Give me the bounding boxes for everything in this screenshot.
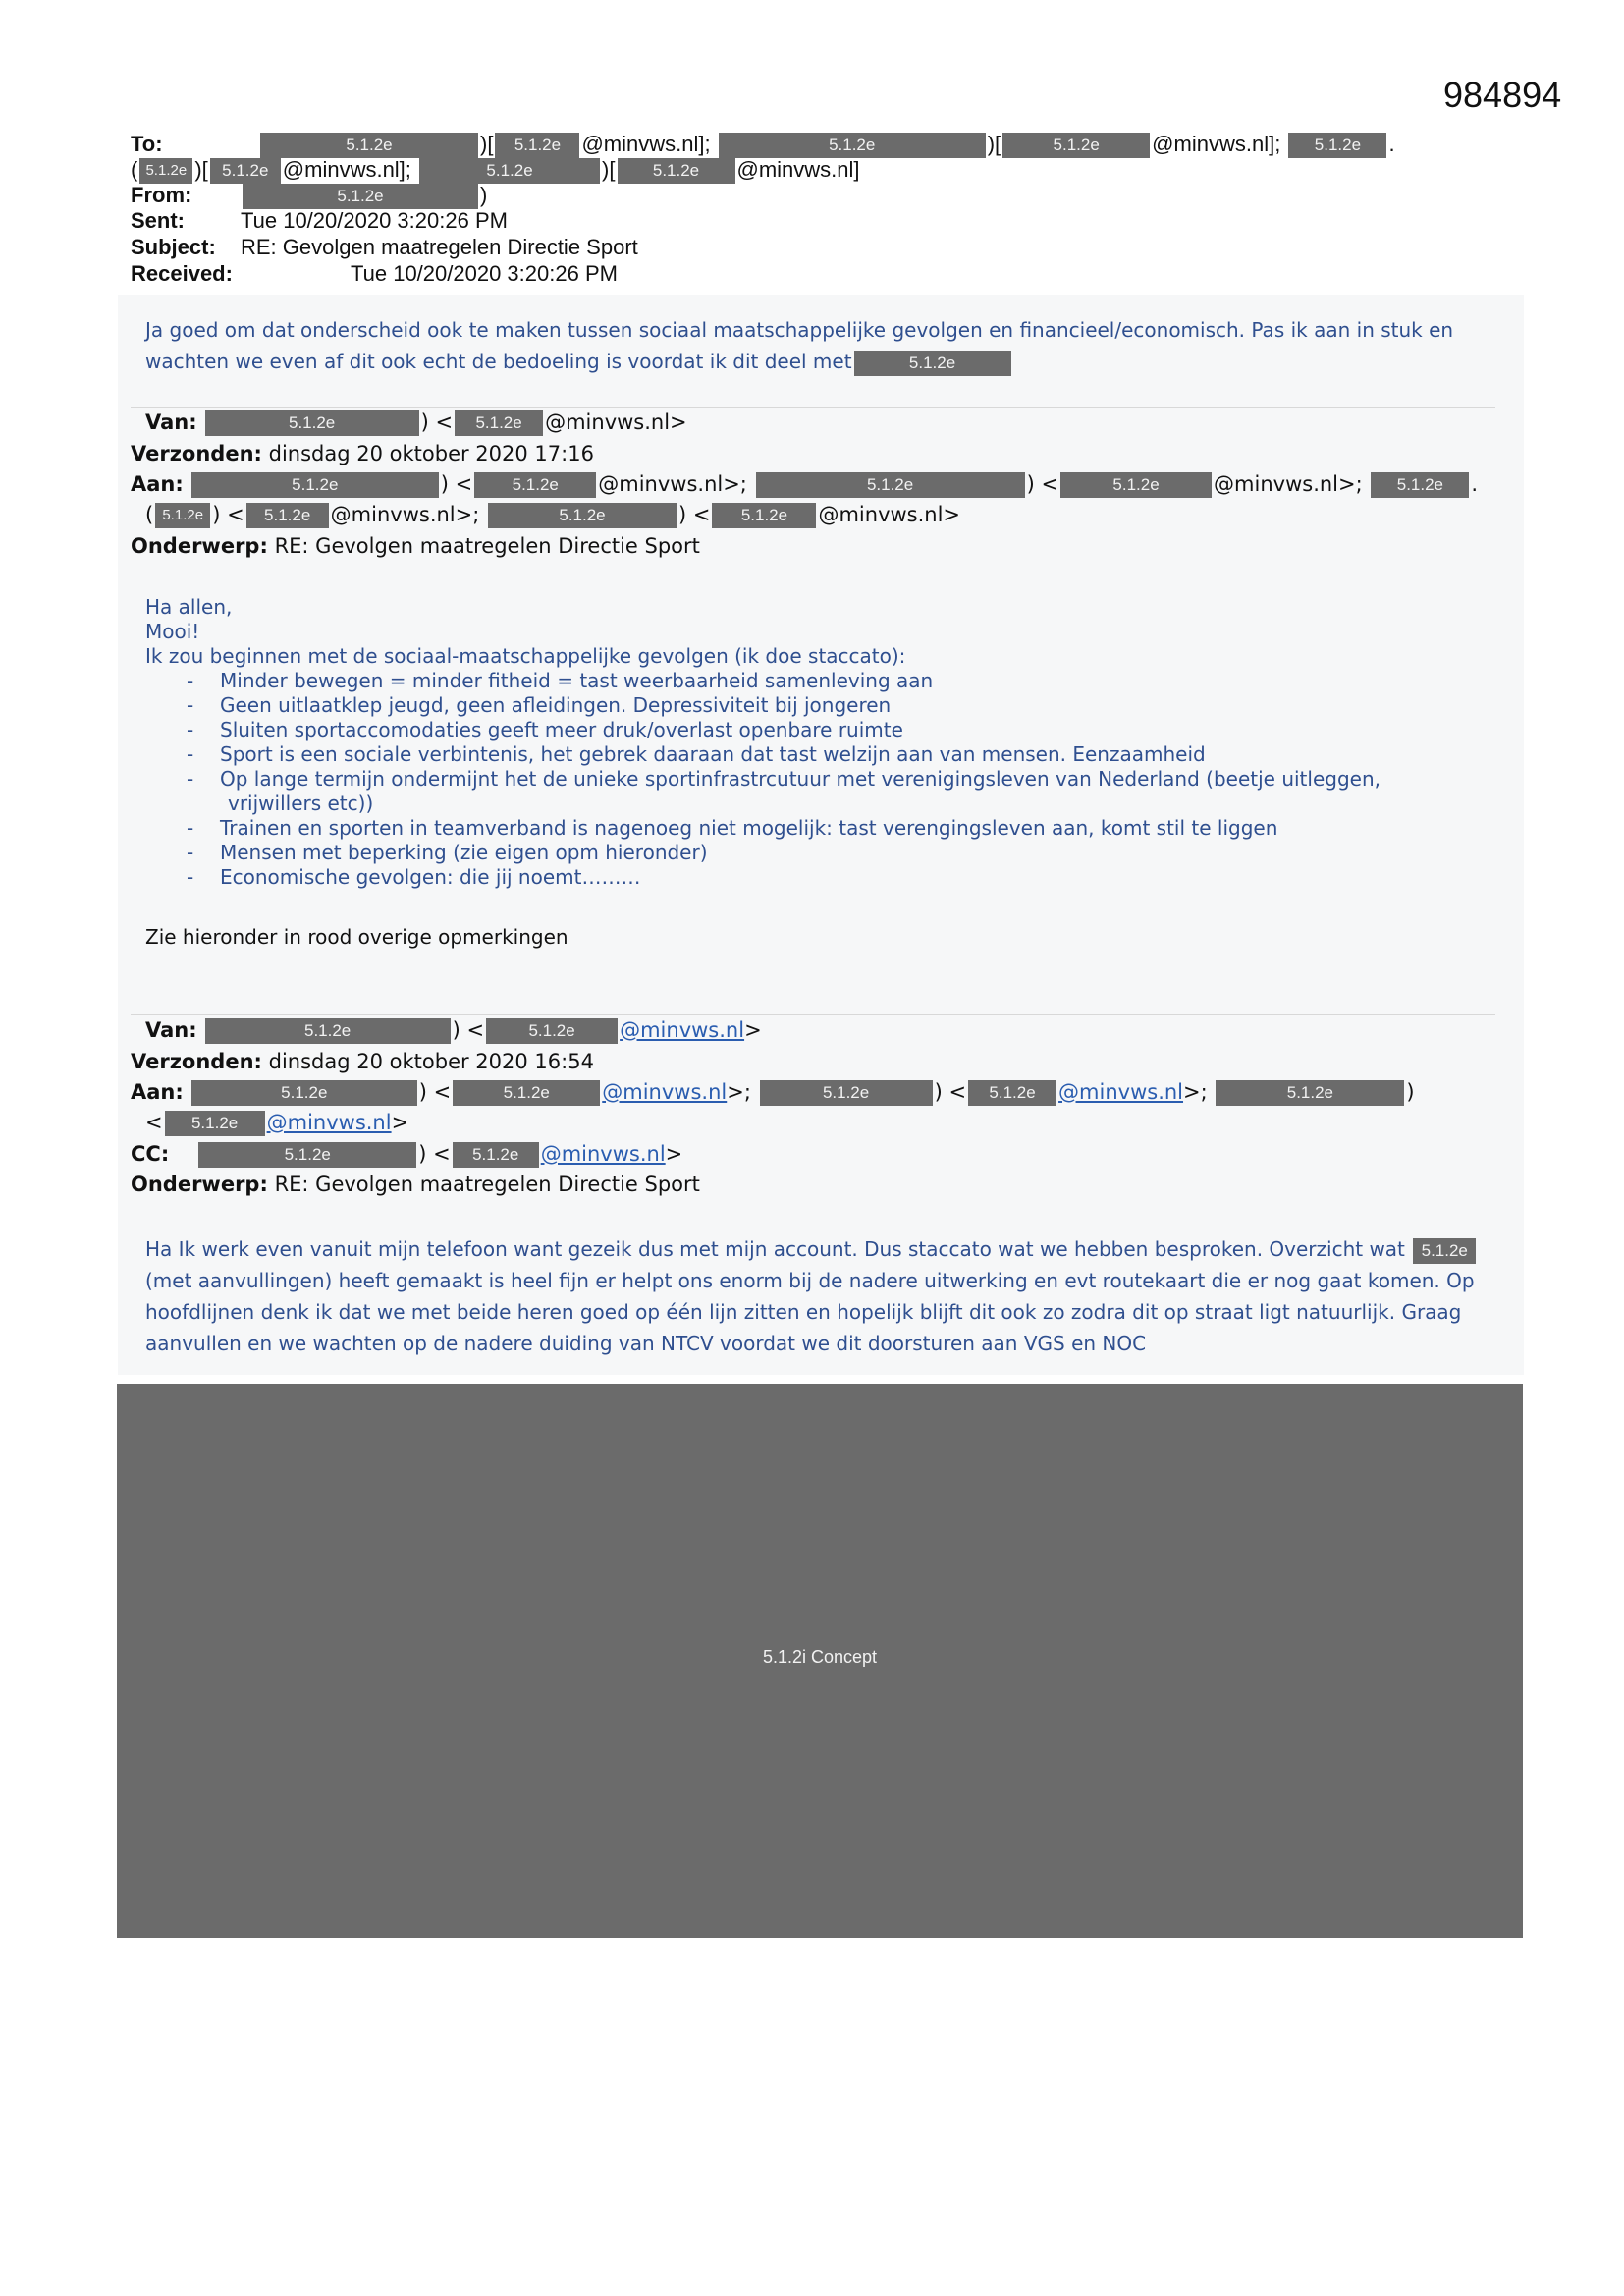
to-line: To: 5.1.2e )[ 5.1.2e @minvws.nl]; 5.1.2e )[ 5.1.2e @minvws.nl]; 5.1.2e . [131,132,1395,158]
aan-label: Aan: [131,1080,184,1104]
mail2-onderwerp [131,533,700,559]
aan-label: Aan: [131,472,184,496]
redaction: 5.1.2e [165,1111,265,1136]
list-item-text: Geen uitlaatklep jeugd, geen afleidingen. Depressiviteit bij jongeren [220,693,892,717]
sent-line [131,208,508,234]
redaction: 5.1.2e [243,184,478,209]
list-item-text: Trainen en sporten in teamverband is nagenoeg niet mogelijk: tast verengingsleven aan, komt stil te liggen [220,816,1278,840]
email-link[interactable]: @minvws.nl [540,1142,666,1166]
mail3-body [145,1233,1481,1359]
sent-value: Tue 10/20/2020 3:20:26 PM [241,208,508,233]
list-item: - Geen uitlaatklep jeugd, geen afleidingen. Depressiviteit bij jongeren [187,693,892,717]
list-item-text: Sport is een sociale verbintenis, het gebrek daaraan dat tast welzijn aan van mensen. Eenzaamheid [220,742,1206,766]
body-text: Ha Ik werk even vanuit mijn telefoon want gezeik dus met mijn account. Dus staccato wat we hebben besproken. Overzicht wat [145,1237,1405,1261]
mail2-van: Van: 5.1.2e ) < 5.1.2e @minvws.nl> [145,410,687,434]
mail3-cc: CC: 5.1.2e ) < 5.1.2e @minvws.nl> [131,1142,683,1166]
list-item: - Economische gevolgen: die jij noemt……… [187,865,641,889]
redaction: 5.1.2e [246,503,329,528]
redaction: 5.1.2e [455,410,543,436]
redaction: 5.1.2e [712,503,816,528]
mail3-onderwerp [131,1172,700,1197]
onderwerp-label: Onderwerp: [131,534,268,558]
email-link[interactable]: @minvws.nl [602,1080,728,1104]
email-domain: @minvws.nl]; [581,132,711,156]
mail2-body [145,595,1380,890]
list-item: - Sluiten sportaccomodaties geeft meer druk/overlast openbare ruimte [187,718,903,741]
van-label: Van: [145,410,197,434]
reply-body [145,314,1481,377]
email-domain: @minvws.nl]; [282,157,411,182]
list-item: - Mensen met beperking (zie eigen opm hieronder) [187,841,708,864]
mail2-aan: Aan: 5.1.2e ) < 5.1.2e @minvws.nl>; 5.1.2e ) < 5.1.2e @minvws.nl>; 5.1.2e . [131,472,1479,496]
email-link[interactable]: @minvws.nl [620,1018,745,1042]
subject-value: RE: Gevolgen maatregelen Directie Sport [241,235,638,259]
separator [131,1014,1495,1015]
onderwerp-value: RE: Gevolgen maatregelen Directie Sport [274,534,700,558]
received-value: Tue 10/20/2020 3:20:26 PM [351,261,618,286]
redaction: 5.1.2e [260,133,478,158]
redaction: 5.1.2e [205,1018,451,1044]
redaction: 5.1.2e [205,410,419,436]
email-domain: @minvws.nl]; [1152,132,1281,156]
mail3-verzonden [131,1049,594,1074]
email-domain: @minvws.nl> [545,410,687,434]
concept-redaction-block [117,1384,1523,1938]
list-item-text: Economische gevolgen: die jij noemt……… [220,865,641,889]
redaction: 5.1.2e [210,158,281,184]
separator [131,407,1495,408]
verzonden-value: dinsdag 20 oktober 2020 17:16 [268,442,594,465]
redaction: 5.1.2e [719,133,986,158]
mail3-van: Van: 5.1.2e ) < 5.1.2e @minvws.nl> [145,1018,762,1042]
subject-label: Subject: [131,235,216,259]
cc-label: CC: [131,1142,170,1166]
email-domain: @minvws.nl>; [1214,472,1363,496]
redaction: 5.1.2e [486,1018,618,1044]
redaction: 5.1.2e [1002,133,1150,158]
from-line: From: 5.1.2e ) [131,183,487,209]
list-item-text: Op lange termijn ondermijnt het de unieke sportinfrastrcutuur met verenigingsleven van Nederland (beetje uitleggen, [220,767,1380,791]
to-label: To: [131,132,163,156]
redaction: 5.1.2e [198,1142,416,1168]
redaction: 5.1.2e [139,158,192,184]
redaction: 5.1.2e [191,472,439,498]
redaction: 5.1.2e [1371,472,1469,498]
received-line [131,261,618,287]
mail3-aan: Aan: 5.1.2e ) < 5.1.2e @minvws.nl>; 5.1.2e ) < 5.1.2e @minvws.nl>; 5.1.2e ) [131,1080,1415,1104]
list-item: - Op lange termijn ondermijnt het de unieke sportinfrastrcutuur met verenigingsleven van Nederland (beetje uitleggen, [187,767,1380,791]
list-item-text: Sluiten sportaccomodaties geeft meer druk/overlast openbare ruimte [220,718,903,741]
redaction: 5.1.2e [760,1080,933,1106]
email-domain: @minvws.nl> [818,503,961,526]
sent-label: Sent: [131,208,185,233]
redaction: 5.1.2e [495,133,579,158]
van-label: Van: [145,1018,197,1042]
redaction: 5.1.2e [968,1080,1056,1106]
redaction: 5.1.2e [453,1080,600,1106]
list-item: - Trainen en sporten in teamverband is nagenoeg niet mogelijk: tast verengingsleven aan, komt stil te liggen [187,816,1278,840]
mail2-aan-cont: ( 5.1.2e ) < 5.1.2e @minvws.nl>; 5.1.2e ) < 5.1.2e @minvws.nl> [145,503,961,526]
redaction: 5.1.2e [474,472,596,498]
redaction: 5.1.2e [191,1080,417,1106]
verzonden-label: Verzonden: [131,1050,262,1073]
greeting: Ha allen, [145,595,233,619]
list-item: - Minder bewegen = minder fitheid = tast weerbaarheid samenleving aan [187,669,934,692]
redaction: 5.1.2e [854,351,1011,376]
reply-text: Ja goed om dat onderscheid ook te maken tussen sociaal maatschappelijke gevolgen en financieel/economisch. Pas ik aan in stuk en wachten we even af dit ook echt de bedoeling is voordat ik dit deel met [145,318,1454,373]
onderwerp-label: Onderwerp: [131,1173,268,1196]
intro-text: Ik zou beginnen met de sociaal-maatschappelijke gevolgen (ik doe staccato): [145,644,906,668]
to-line-cont: ( 5.1.2e )[ 5.1.2e @minvws.nl]; 5.1.2e )[ 5.1.2e @minvws.nl] [131,157,860,184]
redaction: 5.1.2e [618,158,735,184]
document-number: 984894 [1443,75,1562,115]
email-domain: @minvws.nl>; [598,472,747,496]
redaction: 5.1.2e [1413,1238,1476,1264]
verzonden-value: dinsdag 20 oktober 2020 16:54 [268,1050,594,1073]
list-item: - Sport is een sociale verbintenis, het gebrek daaraan dat tast welzijn aan van mensen. Eenzaamheid [187,742,1206,766]
verzonden-label: Verzonden: [131,442,262,465]
email-domain: @minvws.nl>; [330,503,480,526]
redaction: 5.1.2e [488,503,677,528]
mail2-verzonden [131,441,594,466]
email-domain: @minvws.nl] [736,157,860,182]
redaction: 5.1.2e [1216,1080,1404,1106]
email-link[interactable]: @minvws.nl [1058,1080,1184,1104]
redaction: 5.1.2e [419,158,600,184]
received-label: Received: [131,261,233,286]
list-item-text: Minder bewegen = minder fitheid = tast weerbaarheid samenleving aan [220,669,934,692]
concept-label: 5.1.2i Concept [762,1647,878,1667]
mail3-aan-cont: < 5.1.2e @minvws.nl> [145,1111,409,1134]
body-text: (met aanvullingen) heeft gemaakt is heel fijn er helpt ons enorm bij de nadere uitwerking en evt routekaart die er nog gaat komen. Op hoofdlijnen denk ik dat we met beide heren goed op één lijn zitten en hopelijk blijft dit ook zo zodra dit op straat ligt natuurlijk. Graag aanvullen en we wachten op de nadere duiding van NTCV voordat we dit doorsturen aan VGS en NOC [145,1269,1475,1355]
redaction: 5.1.2e [155,503,210,528]
redaction: 5.1.2e [453,1142,539,1168]
redaction: 5.1.2e [756,472,1025,498]
from-label: From: [131,183,192,207]
list-item-cont: vrijwillers etc)) [228,792,374,815]
redaction: 5.1.2e [1060,472,1212,498]
onderwerp-value: RE: Gevolgen maatregelen Directie Sport [274,1173,700,1196]
closing-text: Zie hieronder in rood overige opmerkingen [145,925,568,949]
mooi-text: Mooi! [145,620,200,643]
email-link[interactable]: @minvws.nl [266,1111,392,1134]
redaction: 5.1.2e [1288,133,1386,158]
subject-line [131,235,638,260]
list-item-text: Mensen met beperking (zie eigen opm hieronder) [220,841,708,864]
